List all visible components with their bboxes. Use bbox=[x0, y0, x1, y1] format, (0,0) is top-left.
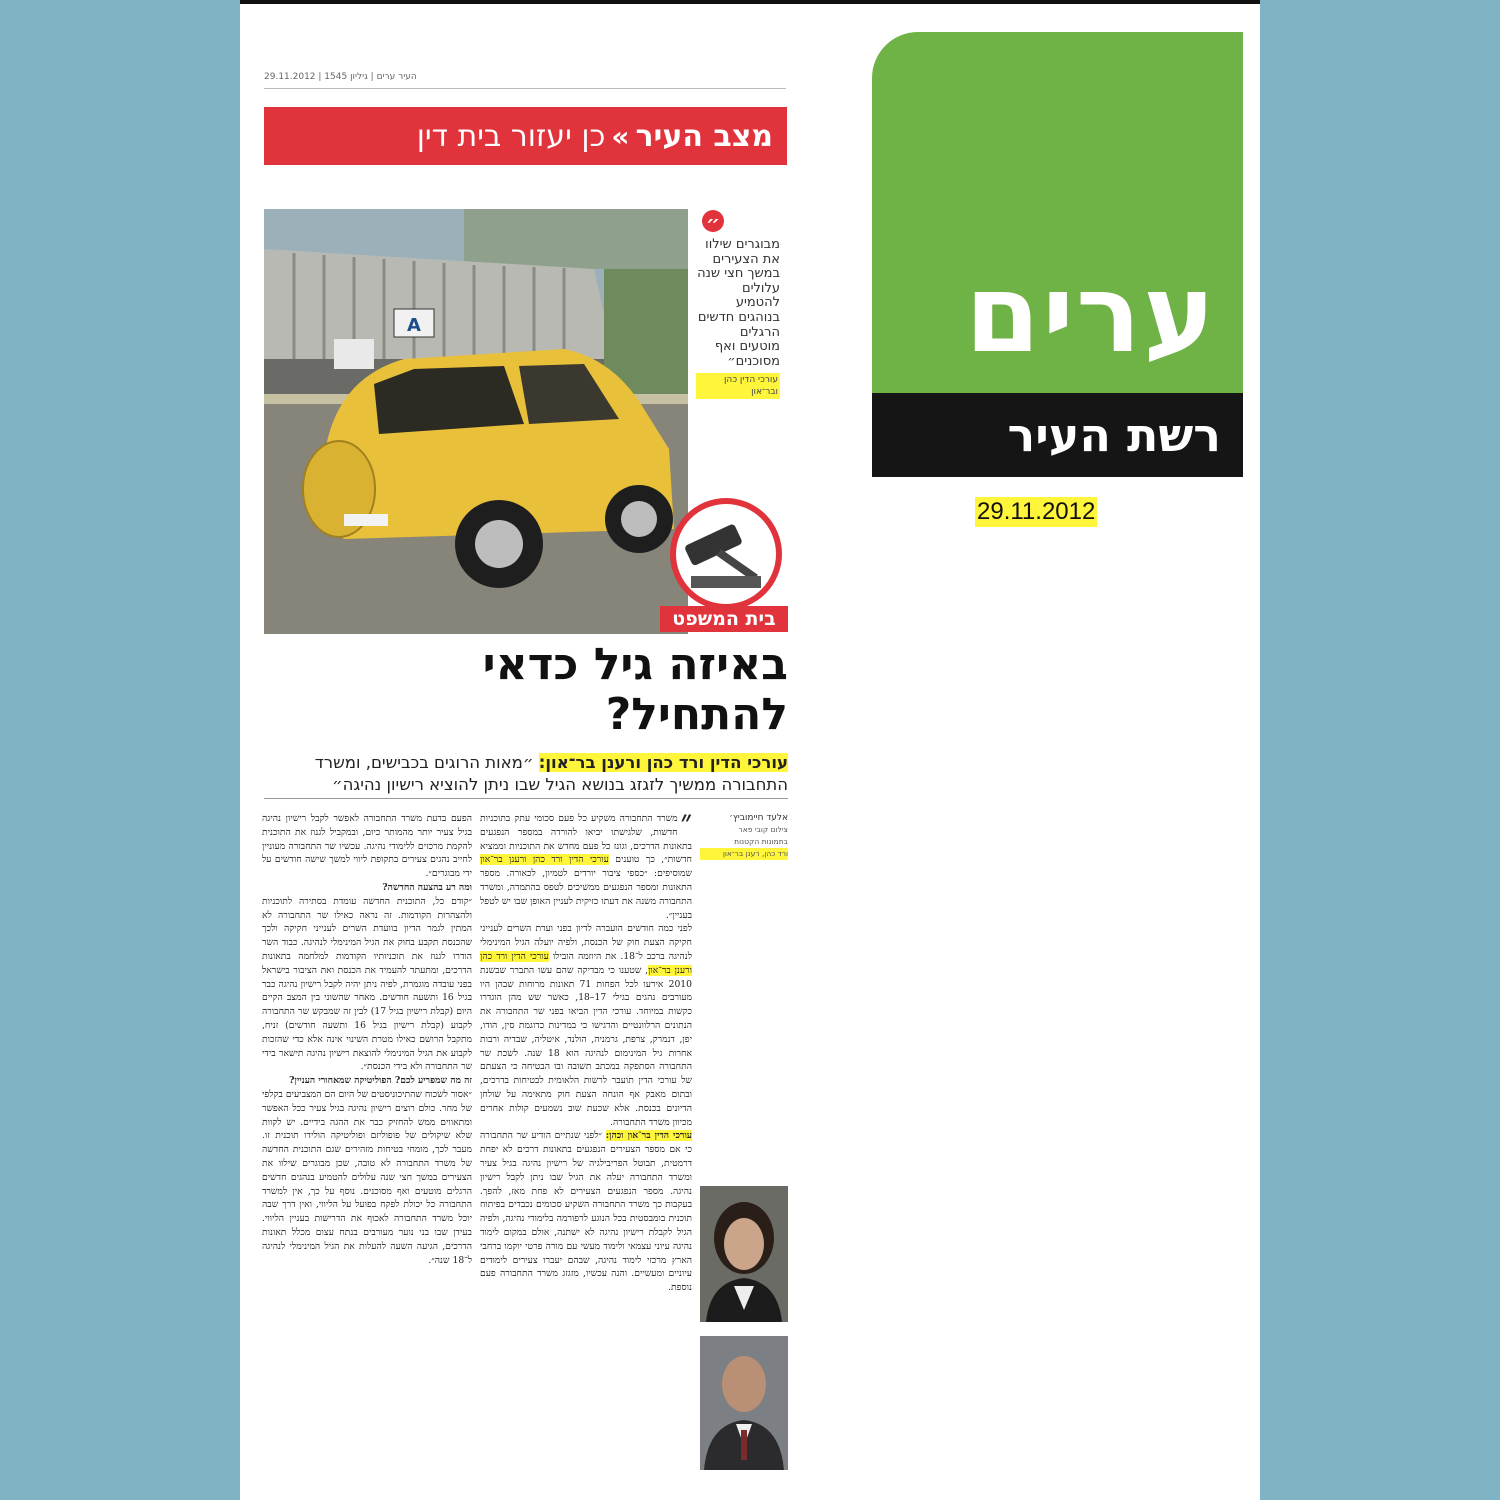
byline bbox=[700, 812, 788, 860]
headline-line-2: להתחיל? bbox=[605, 689, 788, 740]
byline-inset-names: ורד כהן, רענן בר־און bbox=[700, 848, 788, 860]
subheadline bbox=[264, 752, 788, 796]
paragraph: לפני כמה חודשים הועברה לדיון בפני ועדת השרים לענייני חקיקה הצעת חוק של הכנסת, ולפיה יועלה הגיל המינימלי לנהיגה ברכב ל־18. את היוזמה הובילו bbox=[480, 923, 692, 962]
logo-subtitle-bar bbox=[872, 393, 1243, 477]
subhead-highlight: עורכי הדין ורד כהן ורענן בר־און: bbox=[538, 753, 788, 772]
paragraph: , שטענו כי מבדיקה שהם עשו התברר שבשנת 2010 אירעו לכל הפחות 71 תאונות מרוחות שבהן היו מעורבים נהגים בגילי 17–18, כאשר שש מהן הוגדרו כקשות במיוחד. עורכי הדין הביאו בפני שר התחבורה את הנתונים הרלוונטיים והדגישו כי במדינות כדוגמת סין, הודו, יפן, דנמרק, צרפת, גרמניה, הולנד, איטליה, שבדיה ורבות אחרות גיל המינימום לנהיגה הוא 18 שנה. לשכת שר התחבורה הסתפקה במכתב תשובה ובו הבטיחה כי הצעתם של עורכי הדין תועבר לרשות הלאומית לבטיחות בדרכים, ובתום מאבק אף הונחה הצעת חוק מתאימה על שולחן הדיונים בכנסת. אלא שכעת שוב נשמעים קולות אחרים מכיוון משרד התחבורה. bbox=[480, 964, 692, 1128]
quote-icon: ״ bbox=[702, 210, 724, 232]
logo-text: ערים bbox=[965, 252, 1217, 377]
paragraph: הפעם בדעת משרד התחבורה לאפשר לקבל רישיון נהיגה בגיל צעיר יותר מהמותר כיום, ובמקביל לגנוז את התוכנית להקמת מרכזים ללימודי נהיגה. עכשיו שר התחבורה מעוניין לחייב נהגים צעירים בתקופת ליווי למשך שישה חודשים על ידי מבוגרים״. bbox=[262, 813, 472, 880]
byline-author: אלעד חיימוביץ׳ bbox=[729, 813, 788, 823]
svg-text:A: A bbox=[407, 315, 421, 336]
logo-subtitle: רשת העיר bbox=[1007, 408, 1221, 462]
paragraph: ״לפני שנתיים הודיע שר התחבורה כי אם מספר הצעירים הנפגעים בתאונות דרכים לא יפחת דרמטית, תבוטל הפריבילגיה של רישיון נהיגה בגיל צעיר ומשרד התחבורה יעלה את הגיל שבו ניתן לקבל רישיון נהיגה. מספר הנפגעים הצעירים לא פחת מאז, להפך. בעקבות כך משרד התחבורה השקיע סכומים נכבדים בפיתוח תוכנית בומבסטית בכל הנוגע לרפורמה בלימודי נהיגה, ולפיה הגיל לקבלת רישיון נהיגה לא ישתנה, אולם במקום לימוד נהיגה עיוני עצמאי ולימוד מעשי עם מורה פרטי יוקמו ברחבי הארץ מרכזי לימוד נהיגה, שבהם יעברו צעירים לימודים עיוניים ומעשיים. והנה עכשיו, מזגזג משרד התחבורה פעם נוספת. bbox=[480, 1130, 692, 1294]
pull-quote bbox=[696, 210, 780, 399]
section-banner bbox=[264, 107, 787, 165]
divider bbox=[264, 798, 788, 799]
highlighted-names: עורכי הדין ורד כהן ורענן בר־און bbox=[480, 854, 609, 866]
interview-question: זה מה שמפריע לכם? הפוליטיקה שמאחורי העניין? bbox=[289, 1075, 472, 1087]
pull-quote-credit: עורכי הדין כהן ובר־און bbox=[696, 373, 780, 399]
top-border bbox=[240, 0, 1260, 4]
paragraph: משרד התחבורה משקיע כל פעם סכומי עתק בתוכניות חדשות, שלגישתו יביאו להורדה במספר הנפגעים בתאונות הדרכים, וגונז כל פעם מחדש את התוכניות וממציא חדשות״, כך טוענים bbox=[480, 813, 692, 866]
pull-quote-text: מבוגרים שילוו את הצעירים במשך חצי שנה עלולים להטמיע בנוהגים חדשים הרגלים מוטעים ואף מסוכנים״ bbox=[697, 237, 780, 369]
gavel-icon bbox=[676, 504, 776, 604]
paragraph: ״אסור לשכוח שהתיכוניסטים של היום הם המצביעים בקלפי של מחר. כולם רוצים רישיון נהיגה בגיל צעיר ככל האפשר ומתאווים ממש להחזיק כבר את ההגה בידיים. יש לקוות שלא שיקולים של פופוליזם ופוליטיקה הולידו תוכנית זו. מעבר לכך, מומחי בטיחות מזהירים שגם התוכנית החדשה של משרד התחבורה לא טובה, שכן מבוגרים שילוו את הצעירים במשך חצי שנה עלולים להטמיע בנהגים חדשים הרגלים מוטעים ואף מסוכנים. נוסף על כך, אין למשרד התחבורה כל יכולת לפקח בפועל על הליווי, ואין דרך שבה יוכל משרד התחבורה לאכוף את הדרישות בעניין הליווי. בעידן שבו בני נוער מעורבים בנתח עצום מכלל תאונות הדרכים, הגיעה השעה להעלות את הגיל המינימלי לנהיגה ל־18 שנה״. bbox=[262, 1088, 472, 1266]
article-column-2 bbox=[262, 812, 472, 1492]
portrait-vered-cohen bbox=[700, 1186, 788, 1322]
court-label: בית המשפט bbox=[660, 606, 788, 632]
logo bbox=[872, 32, 1243, 393]
paragraph: שמוסיפים: ״כספי ציבור יורדים לטמיון, לכאורה. מספר התאונות ומספר הנפגעים ממשיכים לטפס בהתמדה, ומשרד התחבורה משנה את דעתו כזיקית לעניין האופן שבו יש לטפל בעניין״. bbox=[480, 868, 692, 921]
subhead-text: ״מאות הרוגים בכבישים, ומשרד התחבורה ממשיך לזגזג בנושא הגיל שבו ניתן להוציא רישיון נהיגה״ bbox=[314, 753, 788, 794]
byline-photo: צילום קובי פאר bbox=[738, 825, 788, 834]
publication-date: 29.11.2012 bbox=[977, 498, 1096, 525]
highlighted-names: עורכי הדין בר־און וכהן: bbox=[605, 1130, 692, 1142]
quote-icon: ״ bbox=[680, 812, 692, 839]
interview-question: ומה רע בהצעה החדשה? bbox=[382, 881, 472, 893]
paragraph: ״קודם כל, התוכנית החדשה עומדת בסתירה לתוכניות ולהצהרות הקודמות. זה נראה כאילו שר התחבורה לא המתין לגמר הדיון בוועדת השרים לענייני חקיקה ולכך שהכנסת תקבע בחוק את הגיל המינימלי לנהיגה. כבוד השר הודרו לגנוז את תוכניותיו הקודמות למלחמה בתאונות הדרכים, ומתעתד להעמיד את הכנסת ואת הציבור בישראל בפני עובדה מוגמרת, לפיה ניתן יהיה לקבל רישיון נהיגה כבר בגיל 16 ותשעה חודשים. מאחר שהשוני בין המצב הקיים היום (קבלת רישיון בגיל 17) לבין זה שמבקש שר התחבורה לקבוע (קבלת רישיון בגיל 16 ותשעה חודשים) זניח, מתקבל הרושם כאילו מטרת השינוי אינה אלא כדי שהזכות לקבוע את הגיל המינימלי להוצאת רישיון נהיגה תישאר בידי שר התחבורה ולא בידי הכנסת״. bbox=[262, 895, 472, 1073]
divider bbox=[264, 88, 786, 89]
section-title: מצב העיר bbox=[635, 118, 773, 154]
headline bbox=[264, 640, 788, 740]
byline-inset-caption: בתמונות הקטנות bbox=[734, 837, 788, 846]
running-head: העיר ערים | גיליון 1545 | 29.11.2012 bbox=[264, 72, 417, 82]
article-photo bbox=[264, 209, 688, 634]
highlighted-names: עורכי הדין ורד כהן ורענן בר־און bbox=[480, 950, 692, 976]
article-column-1 bbox=[480, 812, 692, 1492]
portrait-raanan-bar-on bbox=[700, 1336, 788, 1470]
headline-line-1: באיזה גיל כדאי bbox=[482, 639, 788, 690]
section-subtitle: כן יעזור בית דין bbox=[416, 118, 606, 154]
court-badge bbox=[660, 498, 788, 634]
chevron-double-icon: » bbox=[611, 119, 630, 153]
